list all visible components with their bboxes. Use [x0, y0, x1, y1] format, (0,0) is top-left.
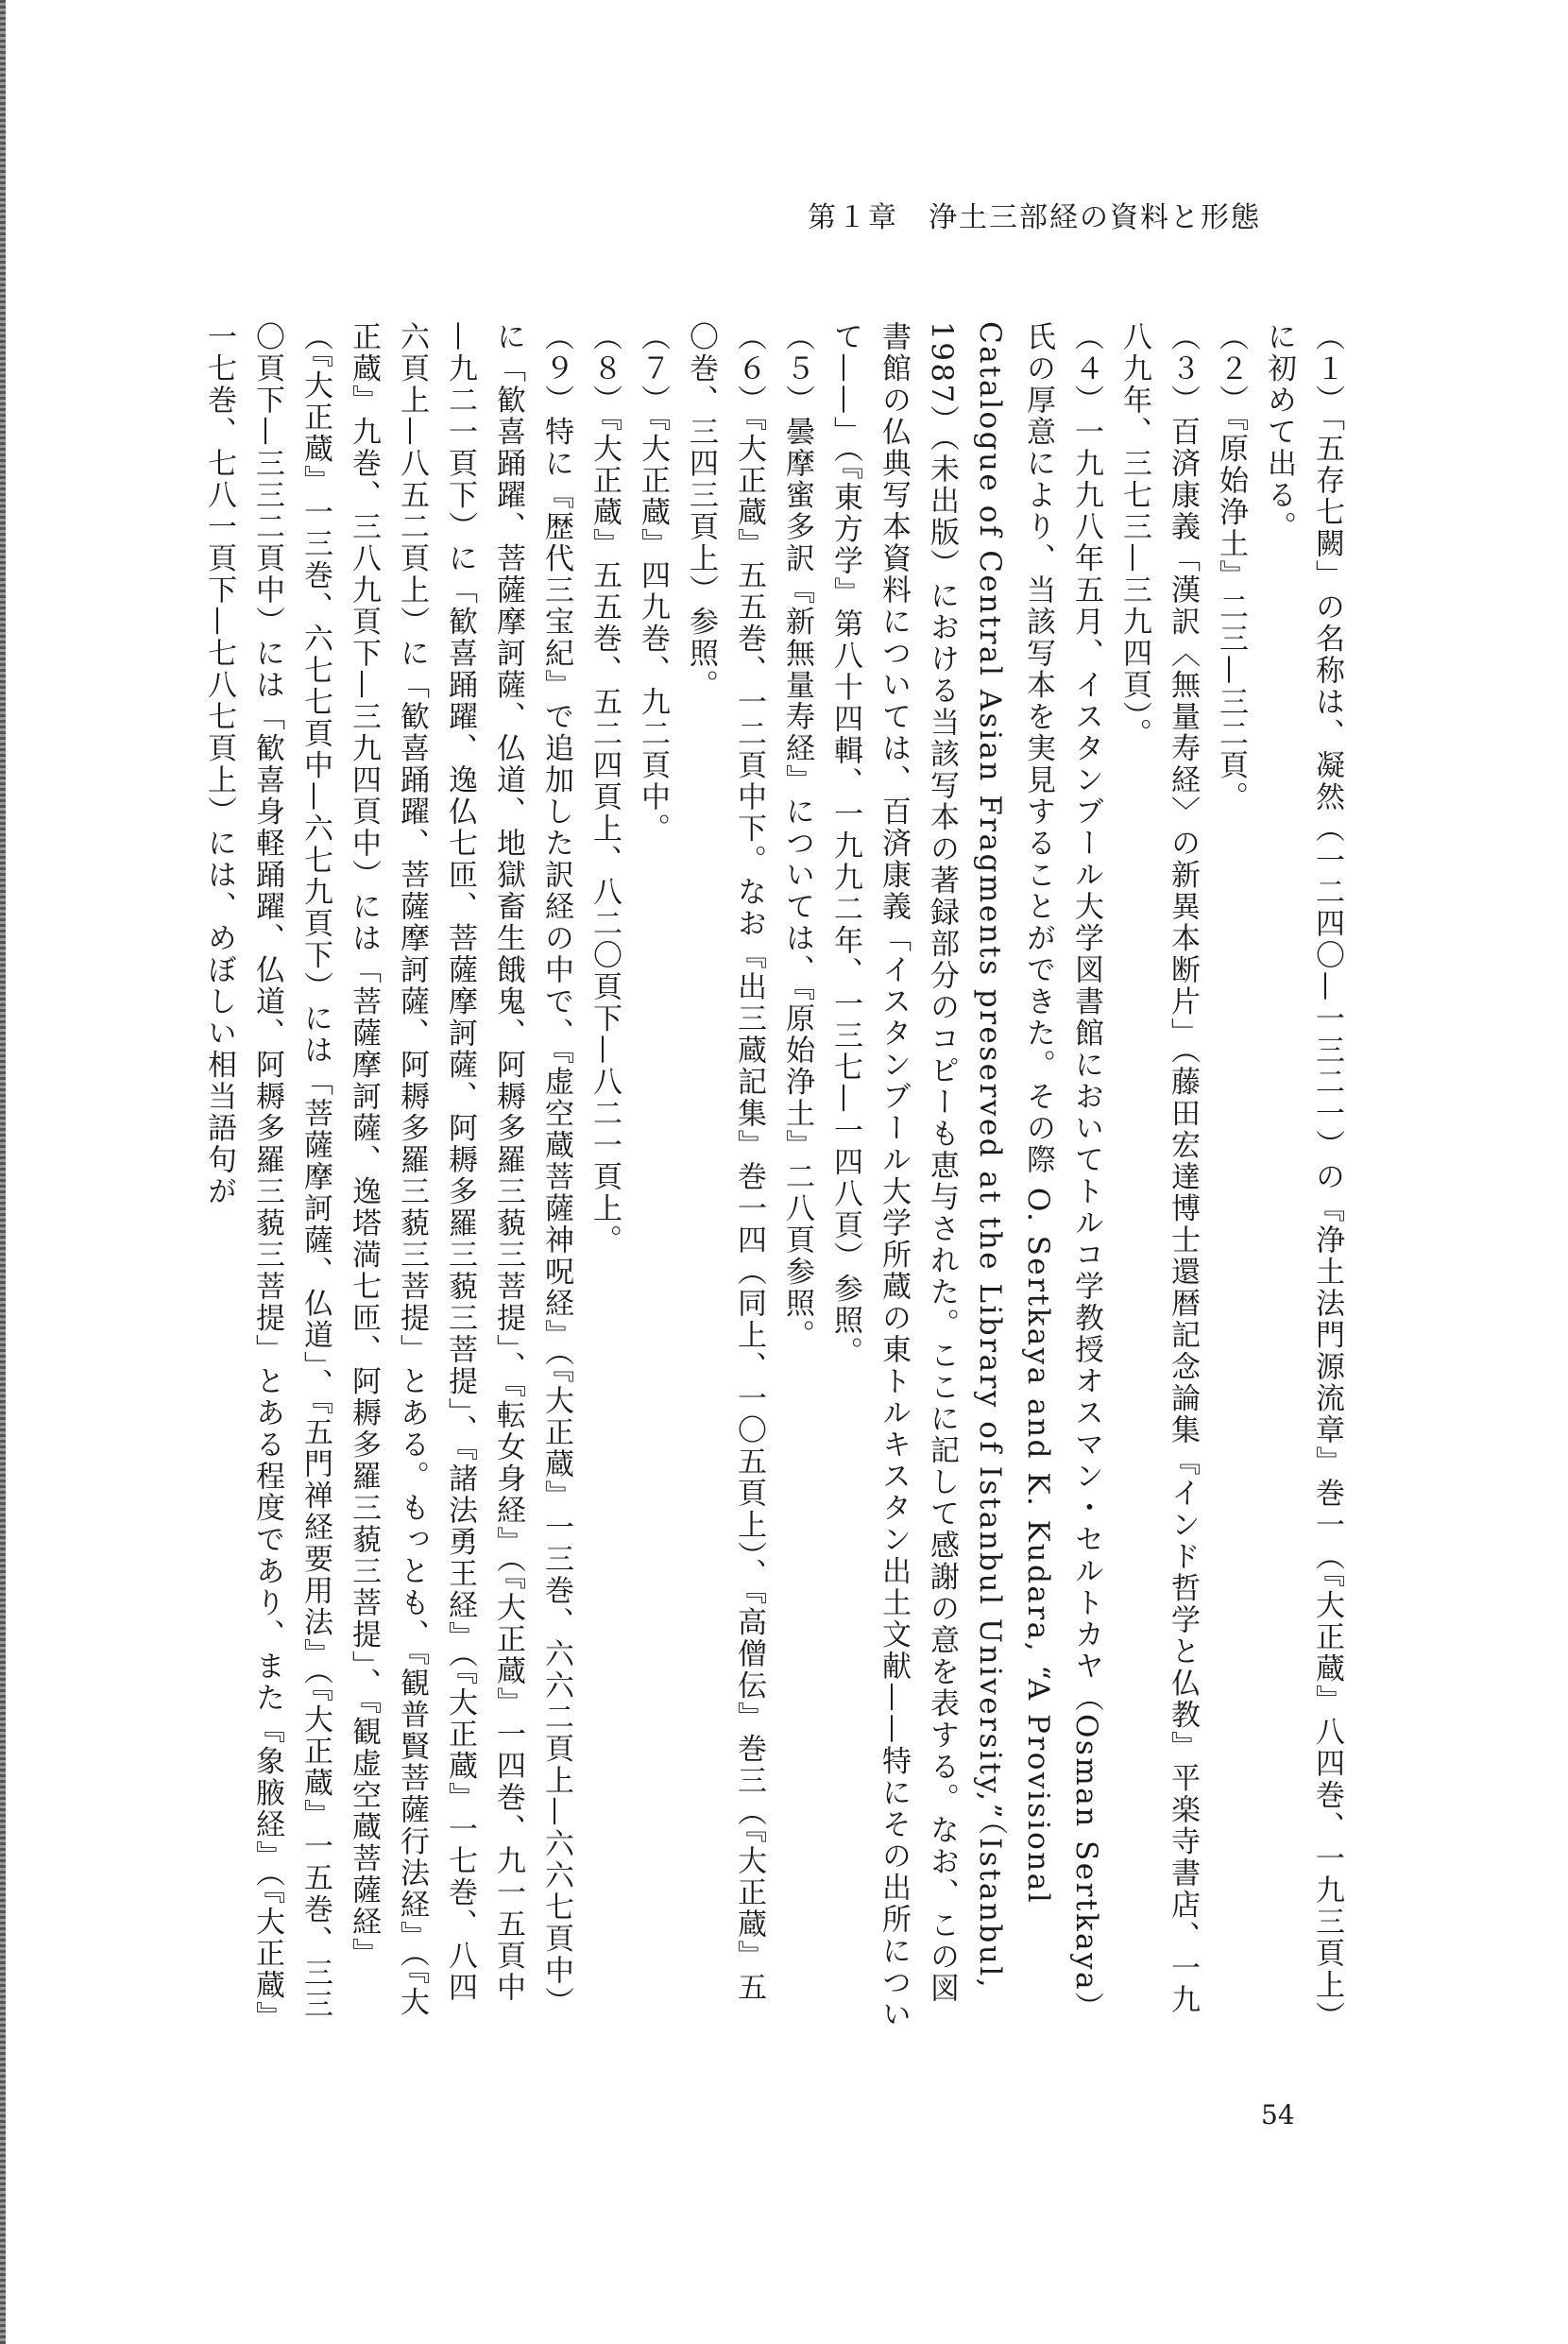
footnote-2	[1206, 321, 1254, 2031]
footnote-4	[821, 321, 1110, 2031]
page-number: 54	[1261, 2099, 1295, 2130]
footnote-5	[773, 321, 821, 2031]
footnote-number: （３）	[1166, 321, 1200, 417]
footnote-1	[1254, 321, 1351, 2031]
footnote-number: （２）	[1214, 321, 1248, 417]
footnote-8	[580, 321, 628, 2031]
footnote-text: 特に『歴代三宝紀』で追加した訳経の中で、『虚空蔵菩薩神呪経』（『大正蔵』一三巻、六六二頁上—六六七頁中）に「歓喜踊躍、菩薩摩訶薩、仏道、地獄畜生餓鬼、阿耨多羅三藐三菩提」、『転女身経』（『大正蔵』一四巻、九一五頁中—九二一頁下）に「歓喜踊躍、逸仏七匝、菩薩摩訶薩、阿耨多羅三藐三菩提」、『諸法勇王経』（『大正蔵』一七巻、八四六頁上—八五二頁上）に「歓喜踊躍、菩薩摩訶薩、阿耨多羅三藐三菩提」とある。もっとも、『観普賢菩薩行法経』（『大正蔵』九巻、三八九頁下—三九四頁中）には「菩薩摩訶薩、逸塔満七匝、阿耨多羅三藐三菩提」、『観虚空蔵菩薩経』（『大正蔵』一三巻、六七七頁中—六七九頁下）には「菩薩摩訶薩、仏道」、『五門禅経要用法』（『大正蔵』一五巻、三三〇頁下—三三二頁中）には「歓喜身軽踊躍、仏道、阿耨多羅三藐三菩提」とある程度であり、また『象腋経』（『大正蔵』一七巻、七八一頁下—七八七頁上）には、めぼしい相当語句が	[202, 321, 573, 2021]
footnote-number: （９）	[539, 321, 573, 417]
footnote-text: 『原始浄土』二三—三二頁。	[1214, 416, 1248, 813]
footnote-number: （５）	[780, 321, 814, 417]
footnote-text: 百済康義「漢訳〈無量寿経〉の新異本断片」（藤田宏達博士還暦記念論集『インド哲学と仏教』平楽寺書店、一九八九年、三七三—三九四頁）。	[1117, 321, 1200, 2016]
footnote-text: 『大正蔵』五五巻、五二四頁上、八二〇頁下—八二一頁上。	[588, 416, 622, 1257]
footnote-3	[1110, 321, 1206, 2031]
footnote-number: （７）	[636, 321, 670, 417]
footnote-text: 『大正蔵』五五巻、一二頁中下。なお『出三蔵記集』巻一四（同上、一〇五頁上）、『高僧伝』巻三（『大正蔵』五〇巻、三四三頁上）参照。	[684, 321, 766, 2004]
footnote-number: （８）	[588, 321, 622, 417]
footnote-text: 『大正蔵』四九巻、九二頁中。	[636, 416, 670, 845]
footnote-text: 曇摩蜜多訳『新無量寿経』については、『原始浄土』二八頁参照。	[780, 416, 814, 1351]
footnote-number: （１）	[1310, 321, 1344, 417]
running-header: 第１章 浄土三部経の資料と形態	[808, 201, 1261, 234]
footnote-9	[195, 321, 580, 2031]
footnote-number: （４）	[1069, 321, 1103, 417]
footnotes	[142, 321, 1351, 2031]
footnote-6	[676, 321, 773, 2031]
footnote-7	[628, 321, 676, 2031]
footnote-text: 「五存七闕」の名称は、凝然（一二四〇—一三二一）の『浄土法門源流章』巻一（『大正蔵』八四巻、一九三頁上）に初めて出る。	[1262, 321, 1344, 2018]
scan-edge	[0, 0, 6, 2344]
footnote-text: 一九九八年五月、イスタンブール大学図書館においてトルコ学教授オスマン・セルトカヤ（Osman Sertkaya）氏の厚意により、当該写本を実見することができた。その際 O. Sertkaya and K. Kudara, “A Provisional Catalogue of Central Asian Fragments preserved at the Library of Istanbul University,”（Istanbul, 1987）（未出版）における当該写本の著録部分のコピーも恵与された。ここに記して感謝の意を表する。なお、この図書館の仏典写本資料については、百済康義「イスタンブール大学所蔵の東トルキスタン出土文献——特にその出所について——」（『東方学』第八十四輯、一九九二年、一三七—一四八頁）参照。	[828, 321, 1103, 2030]
footnote-number: （６）	[732, 321, 766, 417]
